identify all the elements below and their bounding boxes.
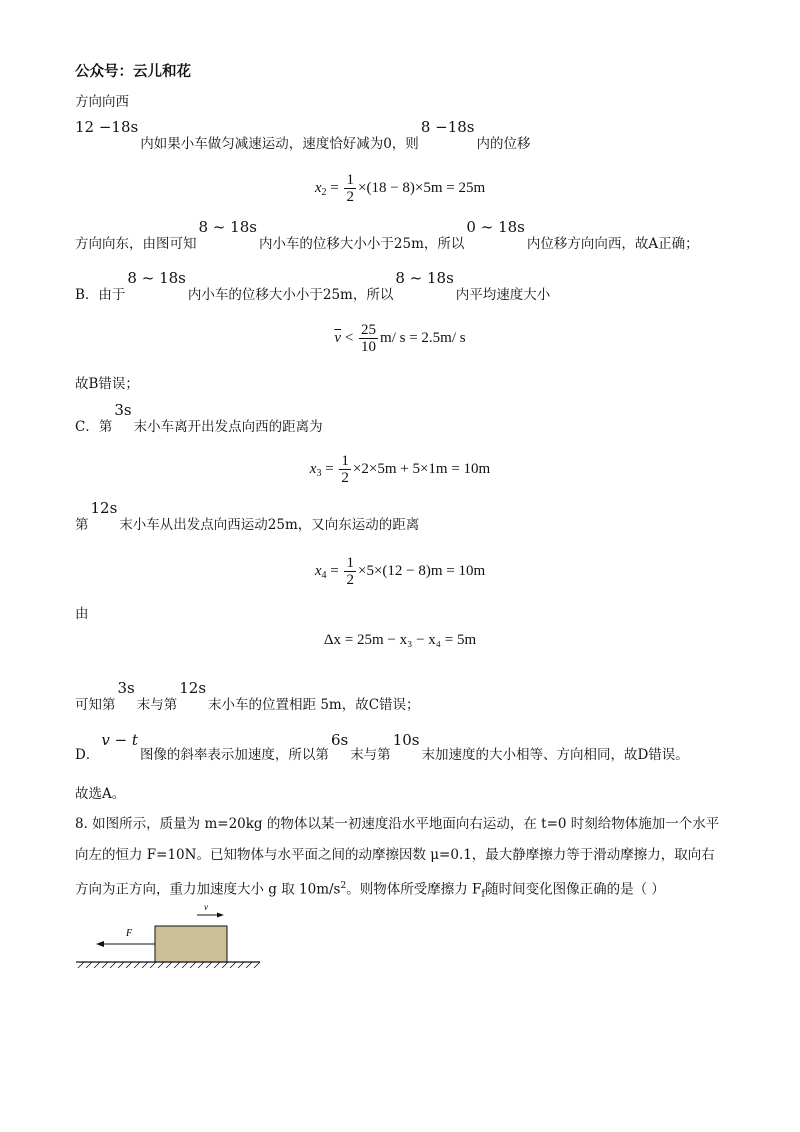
equation-average-velocity xyxy=(0,322,800,355)
block xyxy=(155,926,227,962)
num: 1 xyxy=(346,172,354,188)
text-line: 方向向西 xyxy=(75,94,129,110)
fraction xyxy=(344,172,356,205)
eq-rest: ×(18 − 8)×5m = 25m xyxy=(357,179,486,196)
text-line xyxy=(75,731,689,765)
ground-hatch xyxy=(78,962,260,968)
text-span: C．第 xyxy=(75,419,113,435)
time-interval: 8 ~ 18s xyxy=(127,269,186,287)
text-span: 第 xyxy=(75,517,89,533)
eq-rest: ×2×5m + 5×1m = 10m xyxy=(352,460,491,477)
text-line xyxy=(75,401,323,437)
equation-x4: $x_4$ = $\frac{1}{2}$ ×5×(12 − 8)m = 10m xyxy=(314,555,486,588)
time-point: 6s xyxy=(330,731,349,749)
eq-rest: ×5×(12 − 8)m = 10m xyxy=(357,562,486,579)
var: x xyxy=(314,179,322,196)
text-span: 内小车的位移大小小于25m，所以 xyxy=(258,236,465,252)
text-span: 内的位移 xyxy=(476,136,531,152)
text-span: 内小车的位移大小小于25m，所以 xyxy=(187,287,394,303)
text-line: 故选A。 xyxy=(75,786,126,802)
sub: 2 xyxy=(321,186,327,198)
time-point: 3s xyxy=(114,401,132,419)
equation-x3: $x_3$ = $\frac{1}{2}$ ×2×5m + 5×1m = 10m xyxy=(309,453,491,486)
time-interval: 0 ~ 18s xyxy=(466,218,525,236)
force-arrow-head xyxy=(96,941,104,947)
fraction xyxy=(359,322,378,355)
text-span: 图像的斜率表示加速度，所以第 xyxy=(139,747,329,763)
text-line xyxy=(75,118,531,154)
sub: 3 xyxy=(316,467,322,479)
subscript: f xyxy=(481,888,486,900)
text-span: 随时间变化图像正确的是（ ） xyxy=(485,881,665,898)
time-point: 12s xyxy=(179,679,207,697)
sub: 4 xyxy=(321,569,327,581)
text-line xyxy=(75,679,420,715)
force-label: F xyxy=(126,928,133,939)
num: 25 xyxy=(361,322,377,338)
text-span: 末小车从出发点向西运动25m，又向东运动的距离 xyxy=(119,517,420,533)
var: x xyxy=(309,460,317,477)
text-span: 内平均速度大小 xyxy=(455,287,551,303)
text-line xyxy=(75,499,420,535)
text-span: 末与第 xyxy=(350,747,391,763)
text-line: 故B错误； xyxy=(75,376,139,392)
fraction xyxy=(344,555,356,588)
velocity-arrow-head xyxy=(217,913,224,918)
eq-rest: m/ s = 2.5m/ s xyxy=(380,329,466,346)
text-line xyxy=(75,218,699,254)
velocity-label: v xyxy=(204,902,208,912)
text-line xyxy=(75,269,551,305)
fraction xyxy=(339,453,351,486)
text-line: 由 xyxy=(75,606,89,622)
v-t-label: v − t xyxy=(101,731,138,749)
text-span: B．由于 xyxy=(75,287,126,303)
text-span: 末与第 xyxy=(136,697,178,713)
time-interval: 8 ~ 18s xyxy=(198,218,257,236)
text-span: 末加速度的大小相等、方向相同，故D错误。 xyxy=(421,747,689,763)
text-span: 末小车离开出发点向西的距离为 xyxy=(133,419,323,435)
den: 10 xyxy=(361,339,377,355)
time-point: 12s xyxy=(90,499,118,517)
time-point: 10s xyxy=(392,731,420,749)
text-span: 内位移方向向西，故A正确； xyxy=(526,236,699,252)
num: 1 xyxy=(341,453,349,469)
time-interval: 8 ~ 18s xyxy=(395,269,454,287)
text-span: D． xyxy=(75,747,100,763)
block-force-figure xyxy=(70,898,270,973)
den: 2 xyxy=(341,470,349,486)
text-span: 末小车的位置相距 5m，故C错误； xyxy=(208,697,420,713)
time-interval: 12 −18s xyxy=(75,118,139,136)
op: < xyxy=(341,329,358,346)
time-interval: 8 −18s xyxy=(420,118,475,136)
header-wechat: 公众号：云儿和花 xyxy=(75,64,191,80)
question-8-line1: 8. 如图所示，质量为 m=20kg 的物体以某一初速度沿水平地面向右运动，在 t=0 时刻给物体施加一个水平 xyxy=(75,816,720,832)
time-point: 3s xyxy=(117,679,135,697)
den: 2 xyxy=(346,572,354,588)
text-span: 内如果小车做匀减速运动，速度恰好减为0，则 xyxy=(140,136,419,152)
text-span: 方向向东，由图可知 xyxy=(75,236,197,252)
text-span: 方向为正方向，重力加速度大小 g 取 10m/s xyxy=(75,881,341,898)
equation-delta-x: Δx = 25m − x₃ − x₄ = 5m xyxy=(323,632,477,648)
den: 2 xyxy=(346,189,354,205)
equation-x2: $x_2$ = $\frac{1}{2}$ ×(18 − 8)×5m = 25m xyxy=(314,172,486,205)
var: x xyxy=(314,562,322,579)
superscript: 2 xyxy=(340,881,347,891)
text-span: 可知第 xyxy=(75,697,116,713)
var: $\overline{v}$ xyxy=(334,329,342,346)
question-8-line2: 向左的恒力 F=10N。已知物体与水平面之间的动摩擦因数 μ=0.1，最大静摩擦力等于滑动摩擦力，取向右 xyxy=(75,847,715,863)
text-span: 。则物体所受摩擦力 F xyxy=(346,881,482,898)
num: 1 xyxy=(346,555,354,571)
